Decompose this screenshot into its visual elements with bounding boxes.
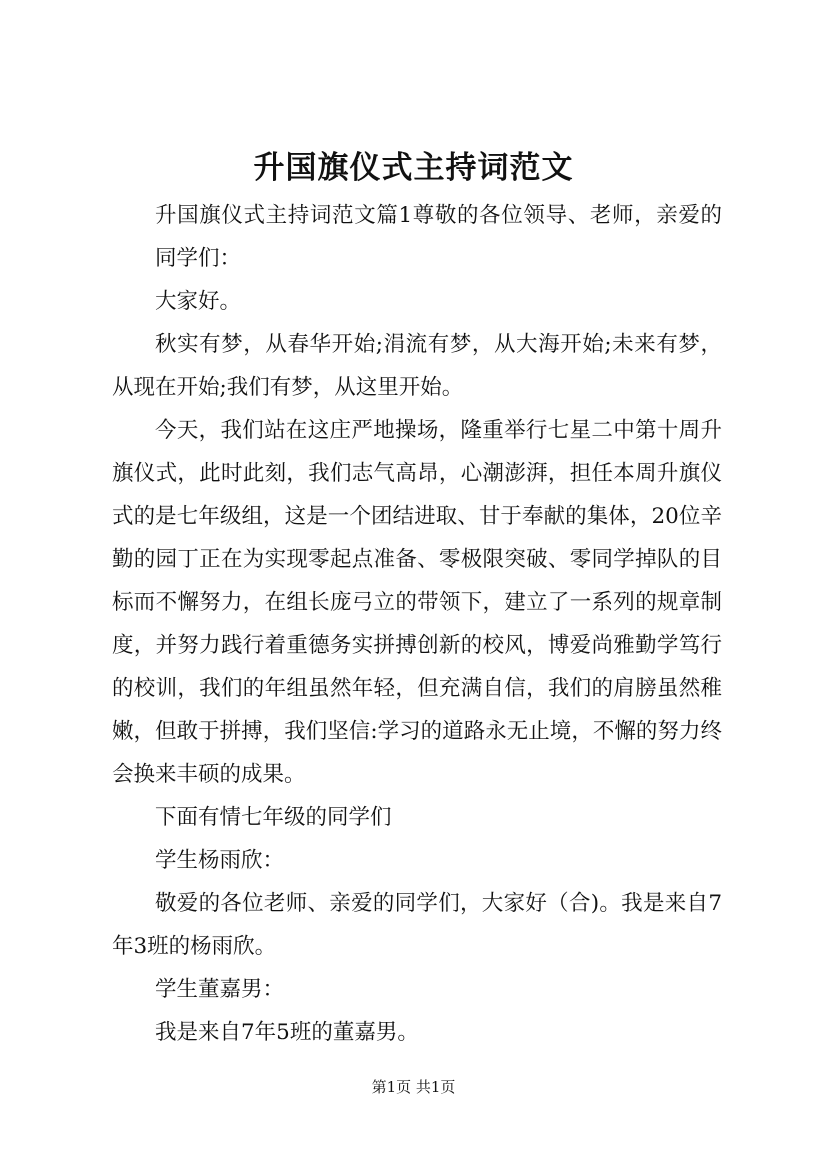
paragraph-speaker-2-text: 我是来自7年5班的董嘉男。: [155, 1020, 419, 1045]
paragraph-speaker-1-label: 学生杨雨欣：: [155, 848, 285, 873]
document-title: 升国旗仪式主持词范文: [253, 150, 574, 186]
document-body: [112, 194, 722, 1054]
paragraph-ceremony: 今天，我们站在这庄严地操场，隆重举行七星二中第十周升旗仪式，此时此刻，我们志气高昂，心潮澎湃，担任本周升旗仪式的是七年级组，这是一个团结进取、甘于奉献的集体，20位辛勤的园丁正在为实现零起点准备、零极限突破、零同学掉队的目标而不懈努力，在组长庞弓立的带领下，建立了一系列的规章制度，并努力践行着重德务实拼搏创新的校风，博爱尚雅勤学笃行的校训，我们的年组虽然年轻，但充满自信，我们的肩膀虽然稚嫩，但敢于拼搏，我们坚信:学习的道路永无止境，不懈的努力终会换来丰硕的成果。: [112, 418, 722, 787]
paragraph-speaker-1-text: 敬爱的各位老师、亲爱的同学们，大家好（合)。我是来自7年3班的杨雨欣。: [112, 891, 722, 959]
paragraph-invite: 下面有情七年级的同学们: [155, 805, 392, 830]
paragraph-speaker-2-label: 学生董嘉男：: [155, 977, 285, 1002]
page-footer: 第1页 共1页: [371, 1078, 456, 1096]
paragraph-dreams: 秋实有梦，从春华开始;涓流有梦，从大海开始;未来有梦，从现在开始;我们有梦，从这里开始。: [112, 332, 722, 400]
paragraph-greeting: 升国旗仪式主持词范文篇1尊敬的各位领导、老师，亲爱的同学们：: [155, 203, 722, 271]
paragraph-hello: 大家好。: [155, 289, 242, 314]
